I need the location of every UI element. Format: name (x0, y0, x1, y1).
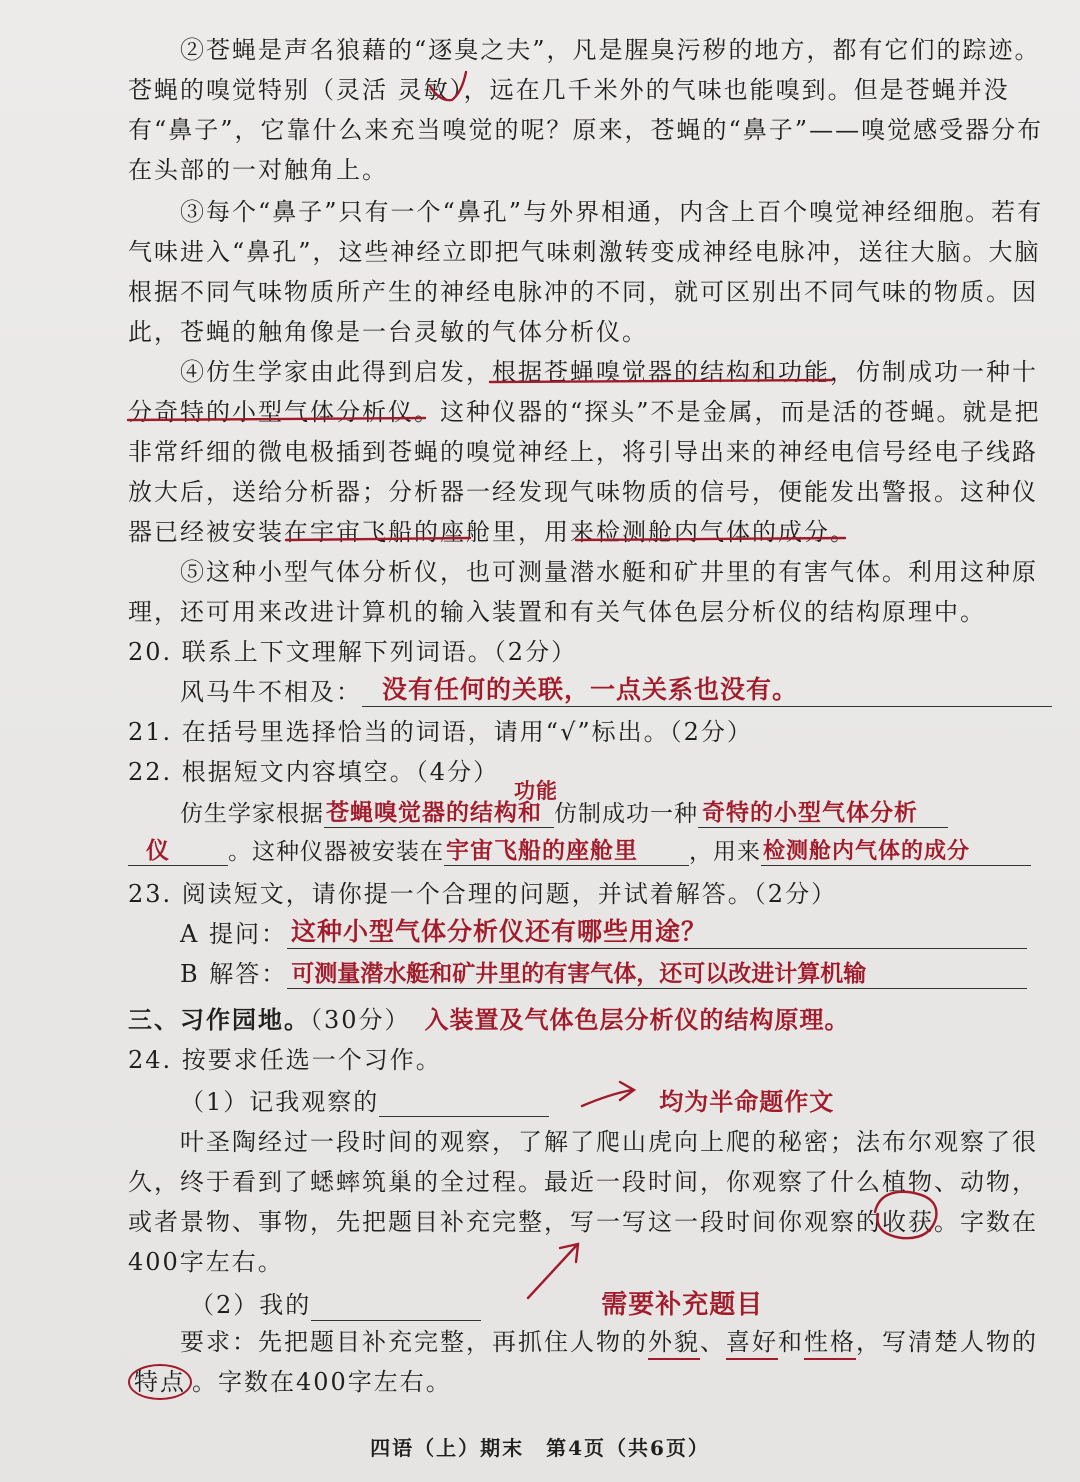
passage-line: 理，还可用来改进计算机的输入装置和有关气体色层分析仪的结构原理中。 (128, 598, 986, 626)
underline-mark (128, 418, 425, 420)
underlined-term: 外貌 (648, 1328, 700, 1360)
option-1-text: 叶圣陶经过一段时间的观察，了解了爬山虎向上爬的秘密；法布尔观察了很 (180, 1128, 1038, 1156)
circle-mark (875, 1192, 936, 1238)
handwritten-answer: 宇宙飞船的座舱里 (446, 838, 638, 864)
check-mark (430, 72, 466, 100)
req-text: 。字数在400字左右。 (192, 1368, 452, 1396)
option-label: （1）记我观察的 (180, 1088, 380, 1116)
fill-text: 仿制成功一种 (554, 801, 698, 827)
arrow-icon (582, 1082, 634, 1106)
underlined-term: 喜好 (726, 1328, 778, 1360)
handwritten-note: 均为半命题作文 (659, 1088, 835, 1116)
req-text: 和 (778, 1328, 804, 1356)
req-text: 、 (700, 1328, 726, 1356)
passage-line: 分奇特的小型气体分析仪。这种仪器的“探头”不是金属，而是活的苍蝇。就是把 (128, 398, 1041, 426)
passage-line: ⑤这种小型气体分析仪，也可测量潜水艇和矿井里的有害气体。利用这种原 (180, 558, 1038, 586)
passage-line: 苍蝇的嗅觉特别（灵活 灵敏），远在几千米外的气味也能嗅到。但是苍蝇并没 (128, 76, 1010, 104)
option-1-text: 或者景物、事物，先把题目补充完整，写一写这一段时间你观察的收获。字数在 (128, 1208, 1038, 1236)
handwritten-answer: 没有任何的关联，一点关系也没有。 (382, 675, 799, 704)
section-title: 三、习作园地。 (128, 1005, 310, 1034)
handwritten-note: 需要补充题目 (601, 1290, 764, 1320)
passage-line: 有“鼻子”，它靠什么来充当嗅觉的呢？原来，苍蝇的“鼻子”——嗅觉感受器分布 (128, 116, 1044, 144)
fill-text: ，用来 (689, 839, 761, 865)
option-label: （2）我的 (190, 1291, 312, 1319)
passage-line: 器已经被安装在宇宙飞船的座舱里，用来检测舱内气体的成分。 (128, 518, 856, 546)
passage-line: 在头部的一对触角上。 (128, 156, 388, 184)
handwritten-answer: 苍蝇嗅觉器的结构和 (326, 800, 542, 826)
handwritten-answer: 仪 (146, 838, 170, 864)
question-label: B 解答： (180, 960, 288, 988)
passage-line: 此，苍蝇的触角像是一台灵敏的气体分析仪。 (128, 318, 648, 346)
passage-line: 根据不同气味物质所产生的神经电脉冲的不同，就可区别出不同气味的物质。因 (128, 278, 1038, 306)
underline-mark (490, 380, 832, 382)
underline-mark (286, 538, 470, 540)
question-23: 23. 阅读短文，请你提一个合理的问题，并试着解答。（2分） (128, 880, 838, 908)
handwritten-insertion: 功能 (514, 779, 558, 803)
option-1-text: 久，终于看到了蟋蟀筑巢的全过程。最近一段时间，你观察了什么植物、动物， (128, 1168, 1038, 1196)
question-22: 22. 根据短文内容填空。（4分） (128, 758, 500, 786)
circled-term: 特点 (128, 1364, 192, 1400)
option-1-text: 400字左右。 (128, 1248, 284, 1276)
question-label: A 提问： (180, 920, 287, 948)
question-24: 24. 按要求任选一个习作。 (128, 1046, 442, 1074)
term-label: 风马牛不相及： (180, 678, 362, 706)
handwritten-answer: 奇特的小型气体分析 (702, 800, 918, 826)
handwritten-answer: 这种小型气体分析仪还有哪些用途？ (290, 917, 707, 946)
passage-line: 放大后，送给分析器；分析器一经发现气味物质的信号，便能发出警报。这种仪 (128, 478, 1038, 506)
req-text: 要求：先把题目补充完整，再抓住人物的 (180, 1328, 648, 1356)
passage-line: ②苍蝇是声名狼藉的“逐臭之夫”，凡是腥臭污秽的地方，都有它们的踪迹。 (180, 36, 1041, 64)
underline-mark (576, 538, 845, 540)
underlined-term: 性格 (804, 1328, 856, 1360)
handwritten-answer: 入装置及气体色层分析仪的结构原理。 (424, 1006, 850, 1034)
req-text: ，写清楚人物的 (856, 1328, 1038, 1356)
passage-line: ③每个“鼻子”只有一个“鼻孔”与外界相通，内含上百个嗅觉神经细胞。若有 (180, 198, 1044, 226)
section-score: （30分） (310, 1006, 411, 1034)
passage-line: 非常纤细的微电极插到苍蝇的嗅觉神经上，将引导出来的神经电信号经电子线路 (128, 438, 1038, 466)
arrow-icon (528, 1244, 578, 1298)
question-21: 21. 在括号里选择恰当的词语，请用“√”标出。（2分） (128, 718, 753, 746)
fill-text: 。这种仪器被安装在 (228, 839, 444, 865)
handwritten-answer: 可测量潜水艇和矿井里的有害气体，还可以改进计算机输 (291, 961, 867, 987)
question-20: 20. 联系上下文理解下列词语。（2分） (128, 638, 578, 666)
passage-line: ④仿生学家由此得到启发，根据苍蝇嗅觉器的结构和功能，仿制成功一种十 (180, 358, 1038, 386)
handwritten-answer: 检测舱内气体的成分 (763, 839, 971, 864)
fill-text: 仿生学家根据 (180, 801, 324, 827)
passage-line: 气味进入“鼻孔”，这些神经立即把气味刺激转变成神经电脉冲，送往大脑。大脑 (128, 238, 1041, 266)
page-footer: 四语（上）期末 第4页（共6页） (370, 1436, 710, 1460)
